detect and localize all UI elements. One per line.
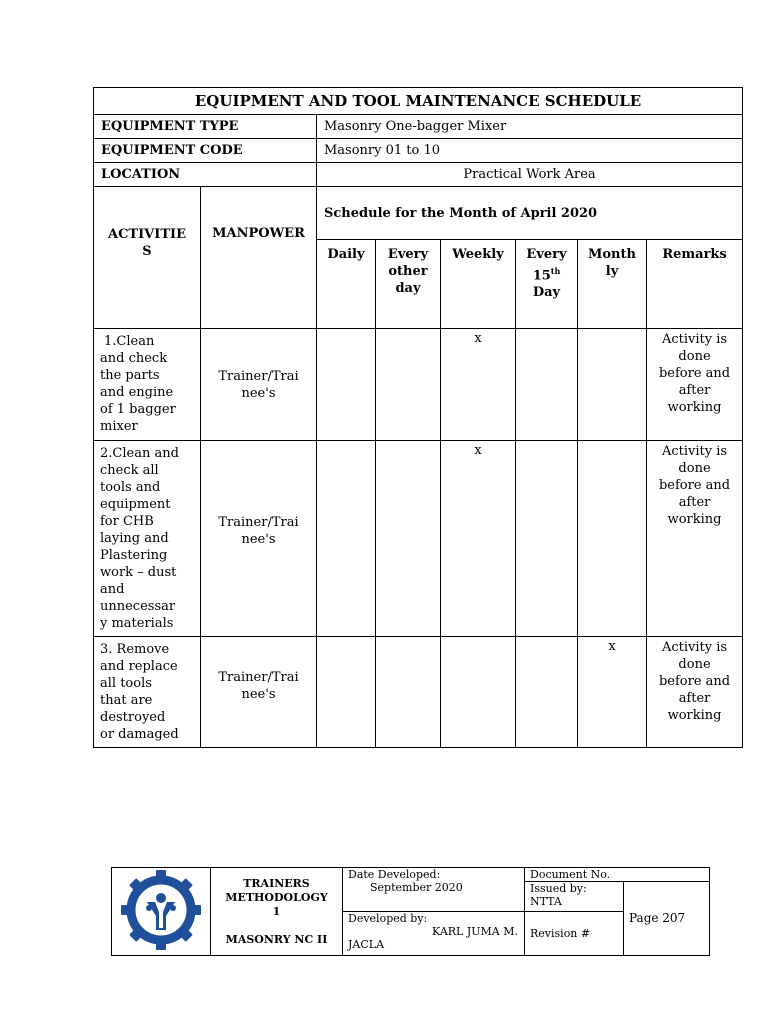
remarks-line: Activity is [661,640,728,655]
daily-cell [317,637,376,748]
activity-line: Plastering [100,548,168,563]
manpower-cell [201,637,317,748]
table-row [94,441,743,637]
every-other-line1: Every [387,247,429,262]
monthly-line1: Month [588,247,636,262]
activity-line: and check [100,351,168,366]
activity-line: equipment [100,497,171,512]
manpower-line: nee's [241,687,276,702]
issued-by-cell [525,882,624,912]
activity-line: and replace [100,659,178,674]
activity-line: mixer [100,419,138,434]
manpower-line: Trainer/Trai [218,368,299,384]
activity-line: tools and [100,480,161,495]
monthly-header [578,240,647,329]
activities-header [94,187,201,329]
developed-by-value-2: JACLA [348,937,385,951]
document-no-cell: Document No. [525,868,710,882]
tm-line3: 1 [272,904,281,918]
trainers-methodology-cell [211,868,343,956]
remarks-line: done [678,461,711,476]
remarks-line: after [678,383,711,398]
remarks-line: before and [658,366,731,381]
activity-line: laying and [100,531,169,546]
daily-header: Daily [317,240,376,329]
issued-by-label: Issued by: [530,882,587,895]
developed-by-label: Developed by: [348,911,428,925]
activity-line: and engine [100,385,174,400]
every-15th-day-cell [516,441,578,637]
developed-by-value: KARL JUMA M. [432,924,518,938]
every-15th-day-header [516,240,578,329]
page-number: Page 207 [624,882,710,956]
issued-by-value: NTTA [530,895,562,908]
location-value: Practical Work Area [317,163,743,187]
developed-by-cell [343,911,525,956]
remarks-cell [647,637,743,748]
activity-cell [94,329,201,441]
manpower-header [201,187,317,329]
remarks-line: after [678,495,711,510]
weekly-cell [441,637,516,748]
tm-line4: MASONRY NC II [225,932,328,946]
manpower-header-text: MANPOWER [212,226,305,241]
monthly-line2: ly [605,264,619,279]
remarks-line: Activity is [661,444,728,459]
every15-line2: 15 [532,268,551,284]
activity-line: 3. Remove [100,642,170,657]
remarks-cell [647,329,743,441]
daily-cell [317,441,376,637]
monthly-cell [578,329,647,441]
every-other-day-cell [376,329,441,441]
equipment-code-value: Masonry 01 to 10 [317,139,743,163]
manpower-cell [201,329,317,441]
every15-line1: Every [526,247,567,262]
every15-sup: th [550,266,561,276]
weekly-cell: x [441,441,516,637]
remarks-line: Activity is [661,332,728,347]
tm-line2: METHODOLOGY [225,890,328,904]
equipment-code-label: EQUIPMENT CODE [94,139,317,163]
remarks-cell [647,441,743,637]
every-15th-day-cell [516,329,578,441]
schedule-header: Schedule for the Month of April 2020 [317,187,743,240]
maintenance-schedule-table [93,87,743,748]
remarks-line: before and [658,674,731,689]
table-row [94,637,743,748]
date-developed-label: Date Developed: [348,868,441,881]
revision-cell: Revision # [525,911,624,956]
activity-line: or damaged [100,727,179,742]
table-row [94,329,743,441]
document-title: EQUIPMENT AND TOOL MAINTENANCE SCHEDULE [94,88,743,115]
document-footer [111,867,710,956]
activity-line: the parts [100,368,160,383]
activity-line: that are [100,693,153,708]
daily-cell [317,329,376,441]
every-other-line2: other [388,264,428,279]
equipment-type-label: EQUIPMENT TYPE [94,115,317,139]
activity-line: y materials [100,616,174,631]
tesda-gear-logo-icon [119,868,203,952]
equipment-type-value: Masonry One-bagger Mixer [317,115,743,139]
every-15th-day-cell [516,637,578,748]
monthly-cell [578,441,647,637]
monthly-cell: x [578,637,647,748]
remarks-line: working [667,708,722,723]
every-other-day-cell [376,441,441,637]
logo-cell [112,868,211,956]
activity-line: check all [100,463,159,478]
every-other-day-header [376,240,441,329]
activity-line: of 1 bagger [100,402,176,417]
activity-line: destroyed [100,710,166,725]
activity-line: and [100,582,125,597]
manpower-line: nee's [241,385,276,401]
activity-cell [94,441,201,637]
remarks-line: working [667,512,722,527]
remarks-line: done [678,349,711,364]
activities-header-line2: S [142,243,152,259]
date-developed-cell [343,868,525,912]
manpower-line: Trainer/Trai [218,670,299,685]
weekly-cell: x [441,329,516,441]
manpower-line: Trainer/Trai [218,514,299,530]
remarks-line: before and [658,478,731,493]
remarks-line: working [667,400,722,415]
activity-line: work – dust [100,565,177,580]
activity-line: unnecessar [100,599,176,614]
activity-line: 2.Clean and [100,446,179,461]
remarks-header: Remarks [647,240,743,329]
activity-cell [94,637,201,748]
activities-header-line1: ACTIVITIE [107,226,187,242]
location-label: LOCATION [94,163,317,187]
activity-line: 1.Clean [104,334,155,349]
date-developed-value: September 2020 [370,881,463,894]
every-other-line3: day [395,281,421,296]
tm-line1: TRAINERS [243,876,310,890]
manpower-cell [201,441,317,637]
manpower-line: nee's [241,531,276,547]
activity-line: for CHB [100,514,154,529]
activity-line: all tools [100,676,152,691]
remarks-line: after [678,691,711,706]
every-other-day-cell [376,637,441,748]
every15-line3: Day [532,285,561,301]
remarks-line: done [678,657,711,672]
weekly-header: Weekly [441,240,516,329]
